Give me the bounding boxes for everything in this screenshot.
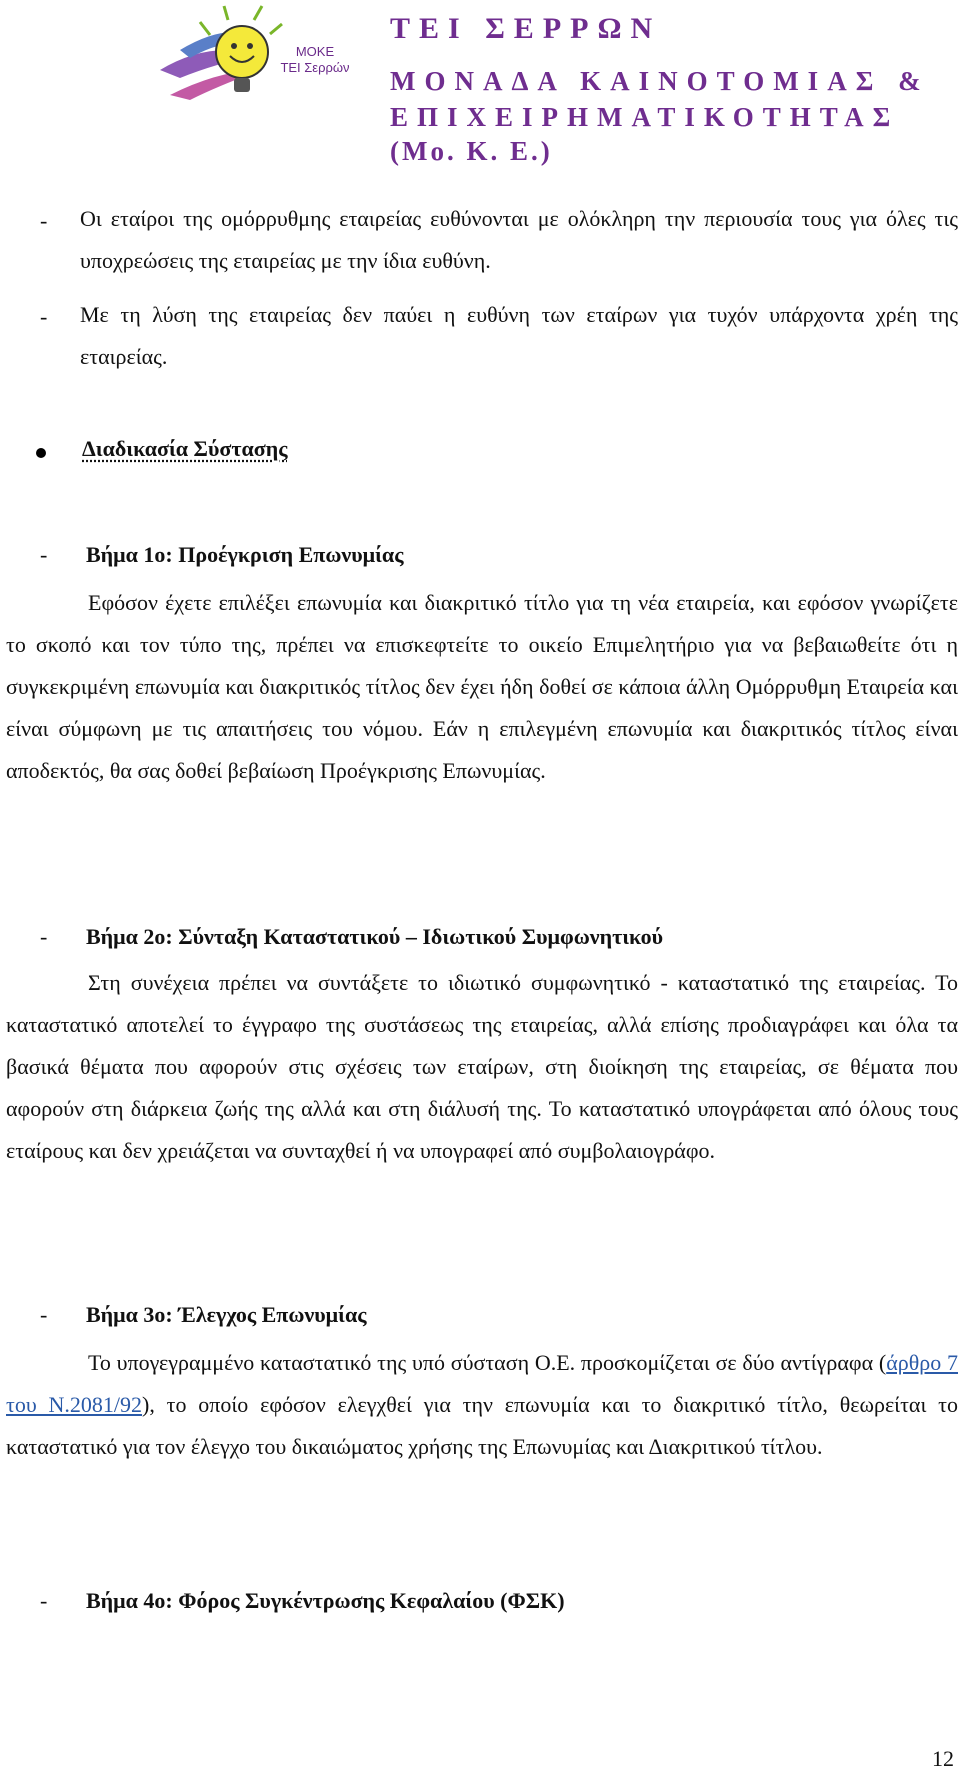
header-title-1: ΤΕΙ ΣΕΡΡΩΝ	[390, 12, 662, 45]
dash-marker: -	[40, 542, 48, 567]
step-1-title: Βήμα 1ο: Προέγκριση Επωνυμίας	[86, 542, 404, 567]
step-3-text-before: Το υπογεγραμμένο καταστατικό της υπό σύσταση Ο.Ε. προσκομίζεται σε δύο αντίγραφα (	[88, 1350, 887, 1375]
step-3-text-after: ), το οποίο εφόσον ελεγχθεί για την επωνυμία και το διακριτικό τίτλο, θεωρείται το καταστατικό για τον έλεγχο του δικαιώματος χρήσης της Επωνυμίας και Διακριτικού τίτλου.	[6, 1392, 959, 1459]
page-number: 12	[932, 1746, 954, 1771]
dash-marker: -	[40, 1302, 48, 1327]
section-title: Διαδικασία Σύστασης	[82, 436, 288, 461]
step-3-title: Βήμα 3ο: Έλεγχος Επωνυμίας	[86, 1302, 367, 1327]
dash-marker: -	[40, 924, 48, 949]
logo-line-2: ΤΕΙ Σερρών	[280, 60, 350, 75]
step-2-text: Στη συνέχεια πρέπει να συντάξετε το ιδιωτικό συμφωνητικό - καταστατικό της εταιρείας. Το καταστατικό αποτελεί το έγγραφο της συστάσεως της εταιρείας, αλλά επίσης προδιαγράφει και όλα τα βασικά θέματα που αφορούν στις σχέσεις των εταίρων, στη διοίκηση της εταιρείας, σε θέματα που αφορούν στη διάρκεια ζωής της αλλά και στη διάλυσή της. Το καταστατικό υπογράφεται από όλους τους εταίρους και δεν χρειάζεται να συνταχθεί ή να υπογραφεί από συμβολαιογράφο.	[6, 970, 958, 1163]
intro-item-1: Οι εταίροι της ομόρρυθμης εταιρείας ευθύνονται με ολόκληρη την περιουσία τους για όλες τις υποχρεώσεις της εταιρείας με την ίδια ευθύνη.	[80, 206, 958, 273]
step-2-title: Βήμα 2ο: Σύνταξη Καταστατικού – Ιδιωτικού Συμφωνητικού	[86, 924, 664, 949]
dash-marker: -	[40, 1588, 48, 1613]
header-title-2: ΜΟΝΑΔΑ ΚΑΙΝΟΤΟΜΙΑΣ &	[390, 66, 930, 96]
logo-label	[260, 44, 370, 76]
law-article-link[interactable]: άρθρο 7 του Ν.2081/92	[6, 1350, 958, 1417]
bullet-icon	[36, 448, 46, 458]
step-3-text	[6, 1342, 958, 1468]
dash-marker: -	[40, 304, 48, 329]
page-header	[0, 0, 960, 180]
header-title-4: (Μο. Κ. Ε.)	[390, 136, 553, 166]
step-4-title: Βήμα 4ο: Φόρος Συγκέντρωσης Κεφαλαίου (ΦΣΚ)	[86, 1588, 565, 1613]
dash-marker: -	[40, 208, 48, 233]
logo-line-1: ΜΟΚΕ	[295, 44, 335, 59]
intro-item-2: Με τη λύση της εταιρείας δεν παύει η ευθύνη των εταίρων για τυχόν υπάρχοντα χρέη της εταιρείας.	[80, 302, 958, 369]
step-1-text: Εφόσον έχετε επιλέξει επωνυμία και διακριτικό τίτλο για τη νέα εταιρεία, και εφόσον γνωρίζετε το σκοπό και τον τύπο της, πρέπει να επισκεφτείτε το οικείο Επιμελητήριο για να βεβαιωθείτε ότι η συγκεκριμένη επωνυμία και διακριτικός τίτλος δεν έχει ήδη δοθεί σε κάποια άλλη Ομόρρυθμη Εταιρεία και είναι σύμφωνη με τις απαιτήσεις του νόμου. Εάν η επιλεγμένη επωνυμία και διακριτικός τίτλος είναι αποδεκτός, θα σας δοθεί βεβαίωση Προέγκρισης Επωνυμίας.	[6, 590, 958, 783]
header-title-3: ΕΠΙΧΕΙΡΗΜΑΤΙΚΟΤΗΤΑΣ	[390, 102, 900, 132]
